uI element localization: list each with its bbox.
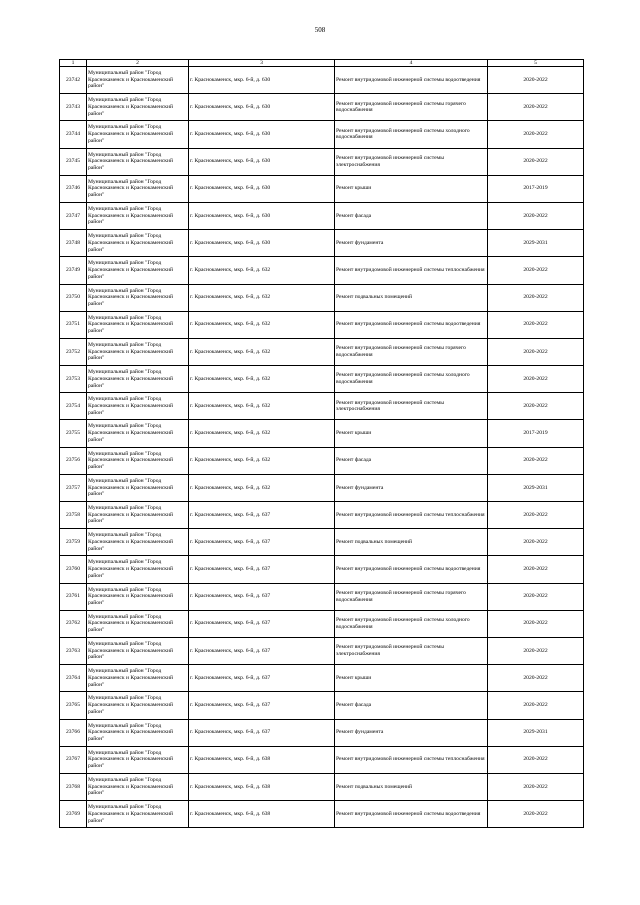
row-number: 23750 bbox=[60, 284, 87, 311]
work-type-cell: Ремонт фундамента bbox=[335, 474, 488, 501]
row-number: 23757 bbox=[60, 474, 87, 501]
period-cell: 2020-2022 bbox=[488, 447, 584, 474]
address-cell: г. Краснокаменск, мкр. 6-й, д. 632 bbox=[189, 474, 335, 501]
row-number: 23744 bbox=[60, 121, 87, 148]
table-row bbox=[60, 610, 584, 637]
table-row bbox=[60, 529, 584, 556]
address-cell: г. Краснокаменск, мкр. 6-й, д. 632 bbox=[189, 338, 335, 365]
address-cell: г. Краснокаменск, мкр. 6-й, д. 637 bbox=[189, 637, 335, 664]
row-number: 23745 bbox=[60, 148, 87, 175]
address-cell: г. Краснокаменск, мкр. 6-й, д. 637 bbox=[189, 529, 335, 556]
period-cell: 2029-2031 bbox=[488, 719, 584, 746]
row-number: 23752 bbox=[60, 338, 87, 365]
work-type-cell: Ремонт фасада bbox=[335, 447, 488, 474]
period-cell: 2020-2022 bbox=[488, 94, 584, 121]
municipality-cell: Муниципальный район "Город Краснокаменск и Краснокаменский район" bbox=[87, 583, 189, 610]
work-type-cell: Ремонт крыши bbox=[335, 665, 488, 692]
municipality-cell: Муниципальный район "Город Краснокаменск и Краснокаменский район" bbox=[87, 148, 189, 175]
municipality-cell: Муниципальный район "Город Краснокаменск и Краснокаменский район" bbox=[87, 692, 189, 719]
header-col-4: 4 bbox=[335, 60, 488, 67]
municipality-cell: Муниципальный район "Город Краснокаменск и Краснокаменский район" bbox=[87, 202, 189, 229]
work-type-cell: Ремонт внутридомовой инженерной системы электроснабжения bbox=[335, 148, 488, 175]
work-type-cell: Ремонт подвальных помещений bbox=[335, 284, 488, 311]
row-number: 23764 bbox=[60, 665, 87, 692]
row-number: 23749 bbox=[60, 257, 87, 284]
table-row bbox=[60, 692, 584, 719]
header-col-1: 1 bbox=[60, 60, 87, 67]
address-cell: г. Краснокаменск, мкр. 6-й, д. 638 bbox=[189, 746, 335, 773]
work-type-cell: Ремонт внутридомовой инженерной системы холодного водоснабжения bbox=[335, 610, 488, 637]
period-cell: 2020-2022 bbox=[488, 311, 584, 338]
municipality-cell: Муниципальный район "Город Краснокаменск и Краснокаменский район" bbox=[87, 284, 189, 311]
address-cell: г. Краснокаменск, мкр. 6-й, д. 632 bbox=[189, 284, 335, 311]
table-row bbox=[60, 230, 584, 257]
work-type-cell: Ремонт внутридомовой инженерной системы горячего водоснабжения bbox=[335, 338, 488, 365]
municipality-cell: Муниципальный район "Город Краснокаменск и Краснокаменский район" bbox=[87, 257, 189, 284]
municipality-cell: Муниципальный район "Город Краснокаменск и Краснокаменский район" bbox=[87, 311, 189, 338]
work-type-cell: Ремонт внутридомовой инженерной системы водоотведения bbox=[335, 556, 488, 583]
table-row bbox=[60, 719, 584, 746]
work-type-cell: Ремонт внутридомовой инженерной системы холодного водоснабжения bbox=[335, 121, 488, 148]
table-row bbox=[60, 556, 584, 583]
table-row bbox=[60, 148, 584, 175]
table-row bbox=[60, 311, 584, 338]
work-type-cell: Ремонт внутридомовой инженерной системы холодного водоснабжения bbox=[335, 366, 488, 393]
period-cell: 2029-2031 bbox=[488, 474, 584, 501]
municipality-cell: Муниципальный район "Город Краснокаменск и Краснокаменский район" bbox=[87, 67, 189, 94]
table-row bbox=[60, 502, 584, 529]
period-cell: 2020-2022 bbox=[488, 801, 584, 828]
period-cell: 2020-2022 bbox=[488, 393, 584, 420]
table-row bbox=[60, 338, 584, 365]
address-cell: г. Краснокаменск, мкр. 6-й, д. 637 bbox=[189, 719, 335, 746]
address-cell: г. Краснокаменск, мкр. 6-й, д. 637 bbox=[189, 665, 335, 692]
municipality-cell: Муниципальный район "Город Краснокаменск и Краснокаменский район" bbox=[87, 665, 189, 692]
municipality-cell: Муниципальный район "Город Краснокаменск и Краснокаменский район" bbox=[87, 366, 189, 393]
municipality-cell: Муниципальный район "Город Краснокаменск и Краснокаменский район" bbox=[87, 529, 189, 556]
address-cell: г. Краснокаменск, мкр. 6-й, д. 630 bbox=[189, 148, 335, 175]
municipality-cell: Муниципальный район "Город Краснокаменск и Краснокаменский район" bbox=[87, 338, 189, 365]
work-type-cell: Ремонт фундамента bbox=[335, 230, 488, 257]
row-number: 23747 bbox=[60, 202, 87, 229]
address-cell: г. Краснокаменск, мкр. 6-й, д. 637 bbox=[189, 692, 335, 719]
header-col-3: 3 bbox=[189, 60, 335, 67]
municipality-cell: Муниципальный район "Город Краснокаменск и Краснокаменский район" bbox=[87, 474, 189, 501]
table-row bbox=[60, 665, 584, 692]
address-cell: г. Краснокаменск, мкр. 6-й, д. 630 bbox=[189, 94, 335, 121]
address-cell: г. Краснокаменск, мкр. 6-й, д. 630 bbox=[189, 175, 335, 202]
period-cell: 2020-2022 bbox=[488, 338, 584, 365]
page-number: 508 bbox=[314, 26, 326, 34]
period-cell: 2020-2022 bbox=[488, 257, 584, 284]
municipality-cell: Муниципальный район "Город Краснокаменск и Краснокаменский район" bbox=[87, 447, 189, 474]
address-cell: г. Краснокаменск, мкр. 6-й, д. 632 bbox=[189, 257, 335, 284]
row-number: 23762 bbox=[60, 610, 87, 637]
address-cell: г. Краснокаменск, мкр. 6-й, д. 637 bbox=[189, 556, 335, 583]
row-number: 23756 bbox=[60, 447, 87, 474]
municipality-cell: Муниципальный район "Город Краснокаменск и Краснокаменский район" bbox=[87, 610, 189, 637]
table-row bbox=[60, 420, 584, 447]
row-number: 23754 bbox=[60, 393, 87, 420]
work-type-cell: Ремонт подвальных помещений bbox=[335, 773, 488, 800]
table-row bbox=[60, 366, 584, 393]
municipality-cell: Муниципальный район "Город Краснокаменск и Краснокаменский район" bbox=[87, 746, 189, 773]
municipality-cell: Муниципальный район "Город Краснокаменск и Краснокаменский район" bbox=[87, 420, 189, 447]
table-row bbox=[60, 284, 584, 311]
period-cell: 2020-2022 bbox=[488, 773, 584, 800]
period-cell: 2020-2022 bbox=[488, 366, 584, 393]
period-cell: 2020-2022 bbox=[488, 502, 584, 529]
row-number: 23763 bbox=[60, 637, 87, 664]
row-number: 23767 bbox=[60, 746, 87, 773]
address-cell: г. Краснокаменск, мкр. 6-й, д. 638 bbox=[189, 801, 335, 828]
table-row bbox=[60, 746, 584, 773]
table-row bbox=[60, 447, 584, 474]
period-cell: 2029-2031 bbox=[488, 230, 584, 257]
work-type-cell: Ремонт внутридомовой инженерной системы теплоснабжения bbox=[335, 257, 488, 284]
row-number: 23765 bbox=[60, 692, 87, 719]
row-number: 23759 bbox=[60, 529, 87, 556]
table-row bbox=[60, 121, 584, 148]
row-number: 23751 bbox=[60, 311, 87, 338]
work-type-cell: Ремонт внутридомовой инженерной системы горячего водоснабжения bbox=[335, 583, 488, 610]
row-number: 23766 bbox=[60, 719, 87, 746]
row-number: 23769 bbox=[60, 801, 87, 828]
registry-table bbox=[59, 59, 584, 828]
row-number: 23758 bbox=[60, 502, 87, 529]
work-type-cell: Ремонт внутридомовой инженерной системы электроснабжения bbox=[335, 637, 488, 664]
table-body bbox=[60, 67, 584, 828]
table-row bbox=[60, 801, 584, 828]
table-row bbox=[60, 257, 584, 284]
period-cell: 2020-2022 bbox=[488, 746, 584, 773]
row-number: 23768 bbox=[60, 773, 87, 800]
municipality-cell: Муниципальный район "Город Краснокаменск и Краснокаменский район" bbox=[87, 94, 189, 121]
period-cell: 2017-2019 bbox=[488, 420, 584, 447]
municipality-cell: Муниципальный район "Город Краснокаменск и Краснокаменский район" bbox=[87, 719, 189, 746]
period-cell: 2017-2019 bbox=[488, 175, 584, 202]
address-cell: г. Краснокаменск, мкр. 6-й, д. 638 bbox=[189, 773, 335, 800]
address-cell: г. Краснокаменск, мкр. 6-й, д. 632 bbox=[189, 447, 335, 474]
work-type-cell: Ремонт внутридомовой инженерной системы водоотведения bbox=[335, 311, 488, 338]
period-cell: 2020-2022 bbox=[488, 665, 584, 692]
address-cell: г. Краснокаменск, мкр. 6-й, д. 630 bbox=[189, 230, 335, 257]
header-col-5: 5 bbox=[488, 60, 584, 67]
work-type-cell: Ремонт крыши bbox=[335, 420, 488, 447]
row-number: 23761 bbox=[60, 583, 87, 610]
work-type-cell: Ремонт внутридомовой инженерной системы электроснабжения bbox=[335, 393, 488, 420]
period-cell: 2020-2022 bbox=[488, 202, 584, 229]
row-number: 23753 bbox=[60, 366, 87, 393]
period-cell: 2020-2022 bbox=[488, 692, 584, 719]
work-type-cell: Ремонт подвальных помещений bbox=[335, 529, 488, 556]
address-cell: г. Краснокаменск, мкр. 6-й, д. 632 bbox=[189, 393, 335, 420]
municipality-cell: Муниципальный район "Город Краснокаменск и Краснокаменский район" bbox=[87, 393, 189, 420]
work-type-cell: Ремонт крыши bbox=[335, 175, 488, 202]
address-cell: г. Краснокаменск, мкр. 6-й, д. 637 bbox=[189, 583, 335, 610]
row-number: 23755 bbox=[60, 420, 87, 447]
municipality-cell: Муниципальный район "Город Краснокаменск и Краснокаменский район" bbox=[87, 502, 189, 529]
period-cell: 2020-2022 bbox=[488, 148, 584, 175]
period-cell: 2020-2022 bbox=[488, 529, 584, 556]
address-cell: г. Краснокаменск, мкр. 6-й, д. 630 bbox=[189, 121, 335, 148]
municipality-cell: Муниципальный район "Город Краснокаменск и Краснокаменский район" bbox=[87, 556, 189, 583]
period-cell: 2020-2022 bbox=[488, 610, 584, 637]
work-type-cell: Ремонт фундамента bbox=[335, 719, 488, 746]
row-number: 23760 bbox=[60, 556, 87, 583]
address-cell: г. Краснокаменск, мкр. 6-й, д. 630 bbox=[189, 67, 335, 94]
period-cell: 2020-2022 bbox=[488, 583, 584, 610]
work-type-cell: Ремонт внутридомовой инженерной системы теплоснабжения bbox=[335, 502, 488, 529]
period-cell: 2020-2022 bbox=[488, 121, 584, 148]
municipality-cell: Муниципальный район "Город Краснокаменск и Краснокаменский район" bbox=[87, 230, 189, 257]
table-row bbox=[60, 637, 584, 664]
header-row bbox=[60, 60, 584, 67]
work-type-cell: Ремонт фасада bbox=[335, 202, 488, 229]
municipality-cell: Муниципальный район "Город Краснокаменск и Краснокаменский район" bbox=[87, 773, 189, 800]
table-row bbox=[60, 773, 584, 800]
table-row bbox=[60, 583, 584, 610]
table-header bbox=[60, 60, 584, 67]
municipality-cell: Муниципальный район "Город Краснокаменск и Краснокаменский район" bbox=[87, 801, 189, 828]
work-type-cell: Ремонт внутридомовой инженерной системы теплоснабжения bbox=[335, 746, 488, 773]
municipality-cell: Муниципальный район "Город Краснокаменск и Краснокаменский район" bbox=[87, 121, 189, 148]
work-type-cell: Ремонт внутридомовой инженерной системы водоотведения bbox=[335, 801, 488, 828]
row-number: 23742 bbox=[60, 67, 87, 94]
municipality-cell: Муниципальный район "Город Краснокаменск и Краснокаменский район" bbox=[87, 637, 189, 664]
period-cell: 2020-2022 bbox=[488, 637, 584, 664]
period-cell: 2020-2022 bbox=[488, 284, 584, 311]
row-number: 23746 bbox=[60, 175, 87, 202]
row-number: 23743 bbox=[60, 94, 87, 121]
address-cell: г. Краснокаменск, мкр. 6-й, д. 637 bbox=[189, 610, 335, 637]
address-cell: г. Краснокаменск, мкр. 6-й, д. 637 bbox=[189, 502, 335, 529]
table-row bbox=[60, 175, 584, 202]
row-number: 23748 bbox=[60, 230, 87, 257]
work-type-cell: Ремонт фасада bbox=[335, 692, 488, 719]
table-row bbox=[60, 67, 584, 94]
address-cell: г. Краснокаменск, мкр. 6-й, д. 630 bbox=[189, 202, 335, 229]
address-cell: г. Краснокаменск, мкр. 6-й, д. 632 bbox=[189, 311, 335, 338]
work-type-cell: Ремонт внутридомовой инженерной системы водоотведения bbox=[335, 67, 488, 94]
header-col-2: 2 bbox=[87, 60, 189, 67]
table-row bbox=[60, 474, 584, 501]
table-row bbox=[60, 393, 584, 420]
table-row bbox=[60, 202, 584, 229]
address-cell: г. Краснокаменск, мкр. 6-й, д. 632 bbox=[189, 420, 335, 447]
work-type-cell: Ремонт внутридомовой инженерной системы горячего водоснабжения bbox=[335, 94, 488, 121]
table-row bbox=[60, 94, 584, 121]
address-cell: г. Краснокаменск, мкр. 6-й, д. 632 bbox=[189, 366, 335, 393]
period-cell: 2020-2022 bbox=[488, 556, 584, 583]
municipality-cell: Муниципальный район "Город Краснокаменск и Краснокаменский район" bbox=[87, 175, 189, 202]
period-cell: 2020-2022 bbox=[488, 67, 584, 94]
